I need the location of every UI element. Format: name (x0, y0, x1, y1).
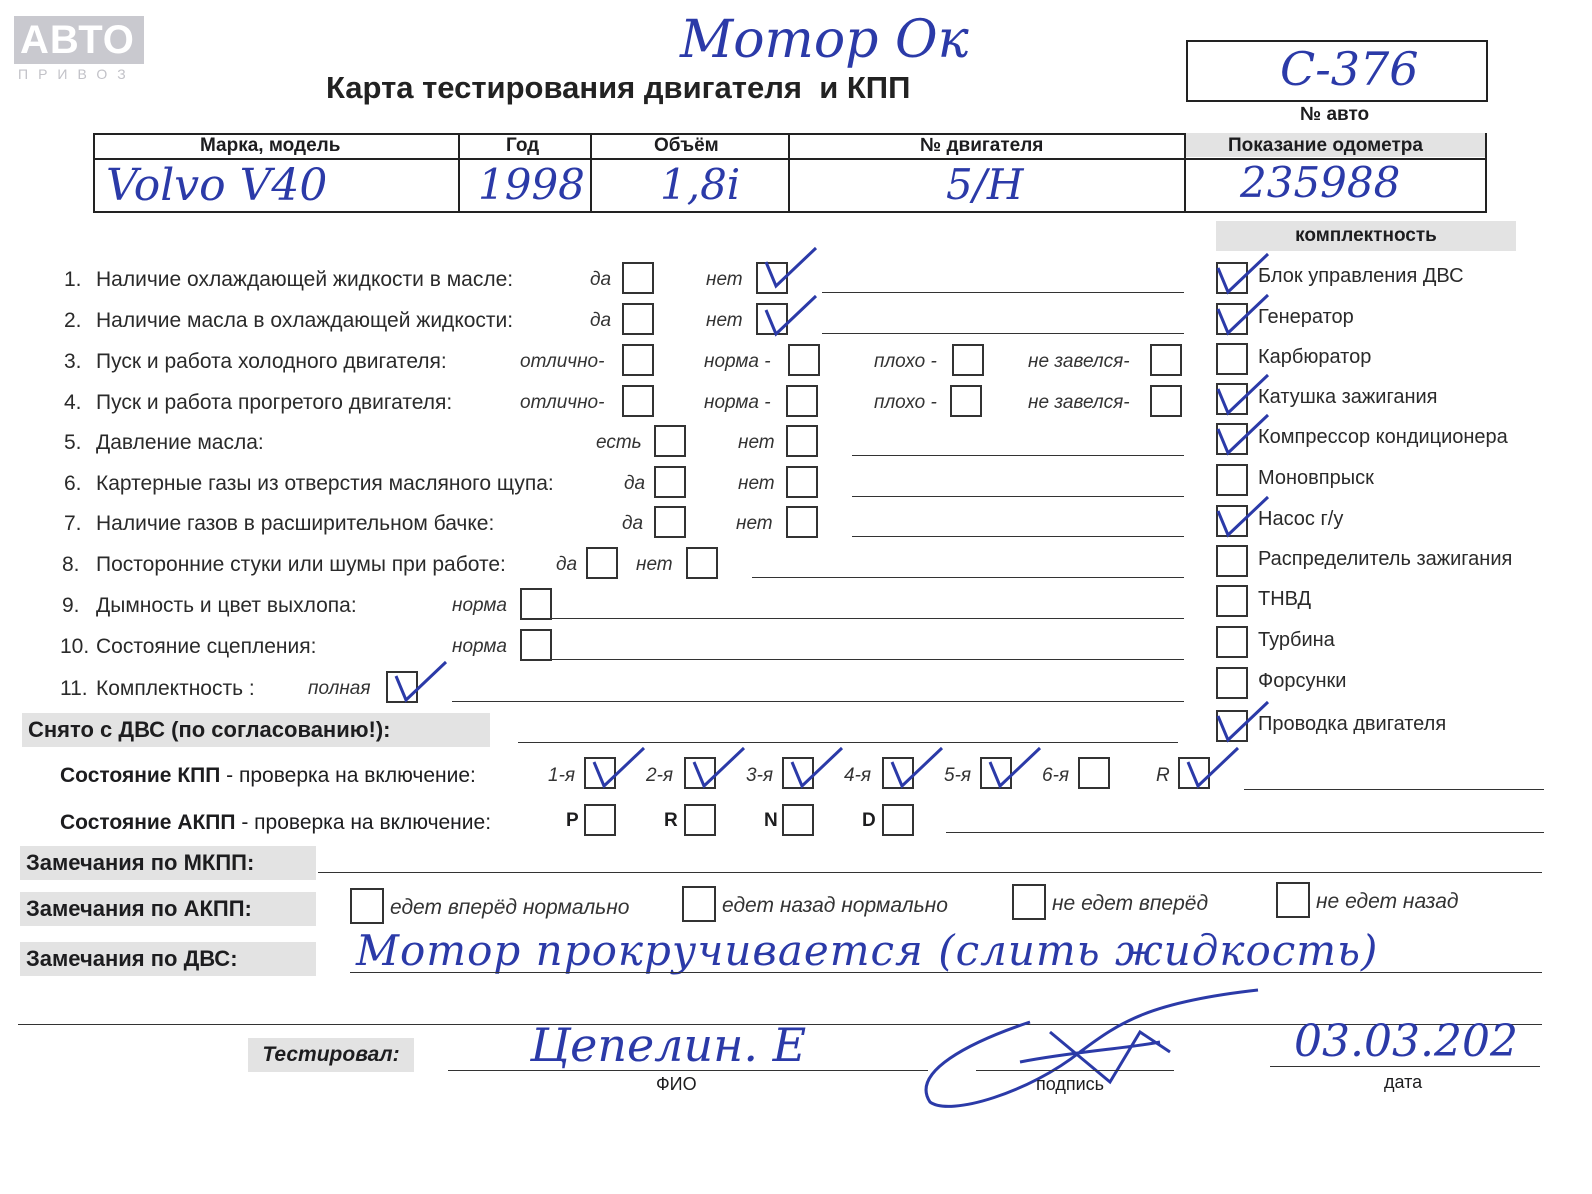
logo-sub: ПРИВОЗ (18, 66, 136, 82)
check-mark (886, 744, 946, 794)
akpp-line (946, 832, 1544, 833)
akpp-remark-checkbox[interactable] (682, 886, 716, 922)
option-label: норма (452, 636, 507, 657)
question-text: Дымность и цвет выхлопа: (96, 594, 357, 617)
question-number: 6. (64, 472, 82, 495)
logo (14, 16, 150, 86)
option-label: да (624, 473, 646, 494)
option-checkbox[interactable] (654, 425, 686, 457)
akpp-remark-label: не едет вперёд (1052, 892, 1209, 915)
signature-line (976, 1070, 1174, 1071)
komplekt-checkbox[interactable] (1216, 585, 1248, 617)
option-checkbox[interactable] (686, 547, 718, 579)
kpp-label-bold: Состояние КПП (60, 764, 221, 787)
option-checkbox[interactable] (586, 547, 618, 579)
akpp-label-rest: - проверка на включение: (235, 811, 492, 834)
question-number: 4. (64, 391, 82, 414)
option-checkbox[interactable] (786, 425, 818, 457)
question-number: 2. (64, 309, 82, 332)
option-label: нет (738, 473, 775, 494)
kpp-label (60, 764, 476, 788)
question-text: Пуск и работа холодного двигателя: (96, 350, 447, 373)
option-checkbox[interactable] (654, 466, 686, 498)
snyato-label: Снято с ДВС (по согласованию!): (22, 713, 490, 747)
option-checkbox[interactable] (1150, 344, 1182, 376)
answer-line (752, 577, 1184, 578)
akpp-label (60, 811, 491, 835)
gear-checkbox[interactable] (1078, 757, 1110, 789)
option-checkbox[interactable] (1150, 385, 1182, 417)
option-label: не завелся- (1028, 351, 1130, 372)
gear-label: R (1156, 765, 1170, 786)
komplekt-item-label: Карбюратор (1258, 346, 1372, 368)
option-label: плохо - (874, 351, 937, 372)
komplekt-item-label: Форсунки (1258, 670, 1347, 692)
table-divider (458, 133, 460, 213)
signature (910, 982, 1270, 1122)
remarks-dvs-text: Мотор прокручивается (слить жидкость) (356, 926, 1379, 975)
komplekt-checkbox[interactable] (1216, 626, 1248, 658)
check-mark (760, 244, 820, 294)
question-text: Наличие масла в охлаждающей жидкости: (96, 309, 514, 332)
komplekt-item-label: Катушка зажигания (1258, 386, 1438, 408)
check-mark (786, 744, 846, 794)
option-label: нет (636, 554, 673, 575)
check-mark (984, 744, 1044, 794)
akpp-remark-label: едет назад нормально (722, 894, 948, 917)
option-checkbox[interactable] (788, 344, 820, 376)
answer-line (822, 292, 1184, 293)
question-text: Наличие газов в расширительном бачке: (96, 512, 495, 535)
gear-label: 5-я (944, 765, 972, 786)
header-note: Мотор Ок (680, 10, 969, 70)
option-label: норма - (704, 351, 771, 372)
answer-line (852, 455, 1184, 456)
option-label: есть (596, 432, 642, 453)
check-mark (588, 744, 648, 794)
option-label: норма - (704, 392, 771, 413)
tester-name-line (448, 1070, 928, 1071)
header-odometer: Показание одометра (1228, 135, 1423, 156)
answer-line (552, 618, 1184, 619)
question-number: 3. (64, 350, 82, 373)
option-label: нет (738, 432, 775, 453)
option-label: норма (452, 595, 507, 616)
kpp-line (1244, 789, 1544, 790)
komplekt-item-label: Компрессор кондиционера (1258, 426, 1508, 448)
option-checkbox[interactable] (786, 506, 818, 538)
option-checkbox[interactable] (622, 262, 654, 294)
option-label: не завелся- (1028, 392, 1130, 413)
question-number: 10. (60, 635, 90, 658)
question-text: Картерные газы из отверстия масляного щупа: (96, 472, 554, 495)
check-mark (688, 744, 748, 794)
answer-line (852, 496, 1184, 497)
question-text: Комплектность : (96, 677, 255, 700)
tester-label: Тестировал: (248, 1038, 414, 1072)
komplekt-item-label: Турбина (1258, 629, 1335, 651)
date-line (1270, 1066, 1540, 1067)
kpp-label-rest: - проверка на включение: (220, 764, 476, 787)
akpp-remark-checkbox[interactable] (1276, 882, 1310, 918)
option-label: да (622, 513, 644, 534)
question-number: 8. (62, 553, 80, 576)
auto-number-label: № авто (1300, 104, 1370, 125)
option-label: плохо - (874, 392, 937, 413)
akpp-mode-checkbox[interactable] (584, 804, 616, 836)
option-label: отлично- (520, 351, 605, 372)
option-checkbox[interactable] (952, 344, 984, 376)
header-year: Год (506, 135, 540, 156)
akpp-label-bold: Состояние АКПП (60, 811, 236, 834)
akpp-mode-label: P (566, 810, 579, 831)
option-checkbox[interactable] (520, 588, 552, 620)
logo-name: АВТО (20, 18, 135, 62)
question-number: 1. (64, 268, 82, 291)
option-label: да (590, 310, 612, 331)
date-value: 03.03.202 (1294, 1016, 1518, 1067)
table-divider (590, 133, 592, 213)
option-checkbox[interactable] (622, 344, 654, 376)
option-checkbox[interactable] (654, 506, 686, 538)
answer-line (552, 659, 1184, 660)
question-number: 9. (62, 594, 80, 617)
option-checkbox[interactable] (622, 303, 654, 335)
akpp-mode-checkbox[interactable] (684, 804, 716, 836)
akpp-mode-label: N (764, 810, 778, 831)
value-model: Volvo V40 (106, 160, 328, 211)
page-title: Карта тестирования двигателя и КПП (326, 70, 911, 105)
remarks-dvs-label: Замечания по ДВС: (20, 942, 316, 976)
akpp-mode-checkbox[interactable] (782, 804, 814, 836)
auto-number-value: С-376 (1280, 42, 1419, 96)
header-engine-no: № двигателя (920, 135, 1044, 156)
answer-line (852, 536, 1184, 537)
option-checkbox[interactable] (950, 385, 982, 417)
value-volume: 1,8i (660, 160, 741, 209)
option-checkbox[interactable] (786, 466, 818, 498)
question-text: Наличие охлаждающей жидкости в масле: (96, 268, 514, 291)
gear-label: 2-я (646, 765, 674, 786)
option-checkbox[interactable] (622, 385, 654, 417)
table-divider (788, 133, 790, 213)
remarks-akpp-label: Замечания по АКПП: (20, 892, 316, 926)
tester-name: Цепелин. Е (530, 1018, 807, 1072)
option-label: да (556, 554, 578, 575)
question-number: 11. (60, 677, 88, 700)
komplekt-item-label: Генератор (1258, 306, 1354, 328)
question-text: Пуск и работа прогретого двигателя: (96, 391, 453, 414)
akpp-mode-label: R (664, 810, 678, 831)
gear-label: 6-я (1042, 765, 1070, 786)
option-label: полная (308, 678, 371, 699)
snyato-line (518, 742, 1178, 743)
akpp-remark-label: не едет назад (1316, 890, 1459, 913)
check-mark (390, 658, 450, 708)
check-mark (1182, 744, 1242, 794)
gear-label: 1-я (548, 765, 576, 786)
option-label: отлично- (520, 392, 605, 413)
komplekt-checkbox[interactable] (1216, 464, 1248, 496)
remarks-mkpp-label: Замечания по МКПП: (20, 846, 316, 880)
option-label: да (590, 269, 612, 290)
komplekt-item-label: Проводка двигателя (1258, 713, 1447, 735)
gear-label: 3-я (746, 765, 774, 786)
option-checkbox[interactable] (786, 385, 818, 417)
komplekt-title: комплектность (1216, 221, 1516, 251)
option-label: нет (736, 513, 773, 534)
answer-line (822, 333, 1184, 334)
question-text: Посторонние стуки или шумы при работе: (96, 553, 506, 576)
komplekt-item-label: Насос г/у (1258, 508, 1344, 530)
value-odometer: 235988 (1240, 158, 1401, 207)
header-volume: Объём (654, 135, 719, 156)
remarks-mkpp-line (318, 872, 1542, 873)
check-mark (760, 292, 820, 342)
sign-caption: подпись (1036, 1074, 1105, 1094)
question-text: Давление масла: (96, 431, 264, 454)
akpp-mode-checkbox[interactable] (882, 804, 914, 836)
option-label: нет (706, 269, 743, 290)
gear-label: 4-я (844, 765, 872, 786)
komplekt-checkbox[interactable] (1216, 667, 1248, 699)
akpp-remark-checkbox[interactable] (350, 888, 384, 924)
komplekt-item-label: Распределитель зажигания (1258, 548, 1513, 570)
komplekt-item-label: ТНВД (1258, 588, 1312, 610)
question-number: 7. (64, 512, 82, 535)
header-model: Марка, модель (200, 135, 341, 156)
option-label: нет (706, 310, 743, 331)
komplekt-item-label: Блок управления ДВС (1258, 265, 1464, 287)
answer-line (452, 701, 1184, 702)
question-text: Состояние сцепления: (96, 635, 317, 658)
question-number: 5. (64, 431, 82, 454)
date-caption: дата (1384, 1072, 1423, 1092)
akpp-mode-label: D (862, 810, 876, 831)
option-checkbox[interactable] (520, 629, 552, 661)
value-year: 1998 (478, 160, 585, 209)
akpp-remark-label: едет вперёд нормально (390, 896, 630, 919)
remarks-dvs-line (350, 972, 1542, 973)
komplekt-checkbox[interactable] (1216, 545, 1248, 577)
value-engine-no: 5/H (946, 160, 1024, 209)
komplekt-item-label: Моновпрыск (1258, 467, 1374, 489)
akpp-remark-checkbox[interactable] (1012, 884, 1046, 920)
fio-caption: ФИО (656, 1074, 697, 1094)
